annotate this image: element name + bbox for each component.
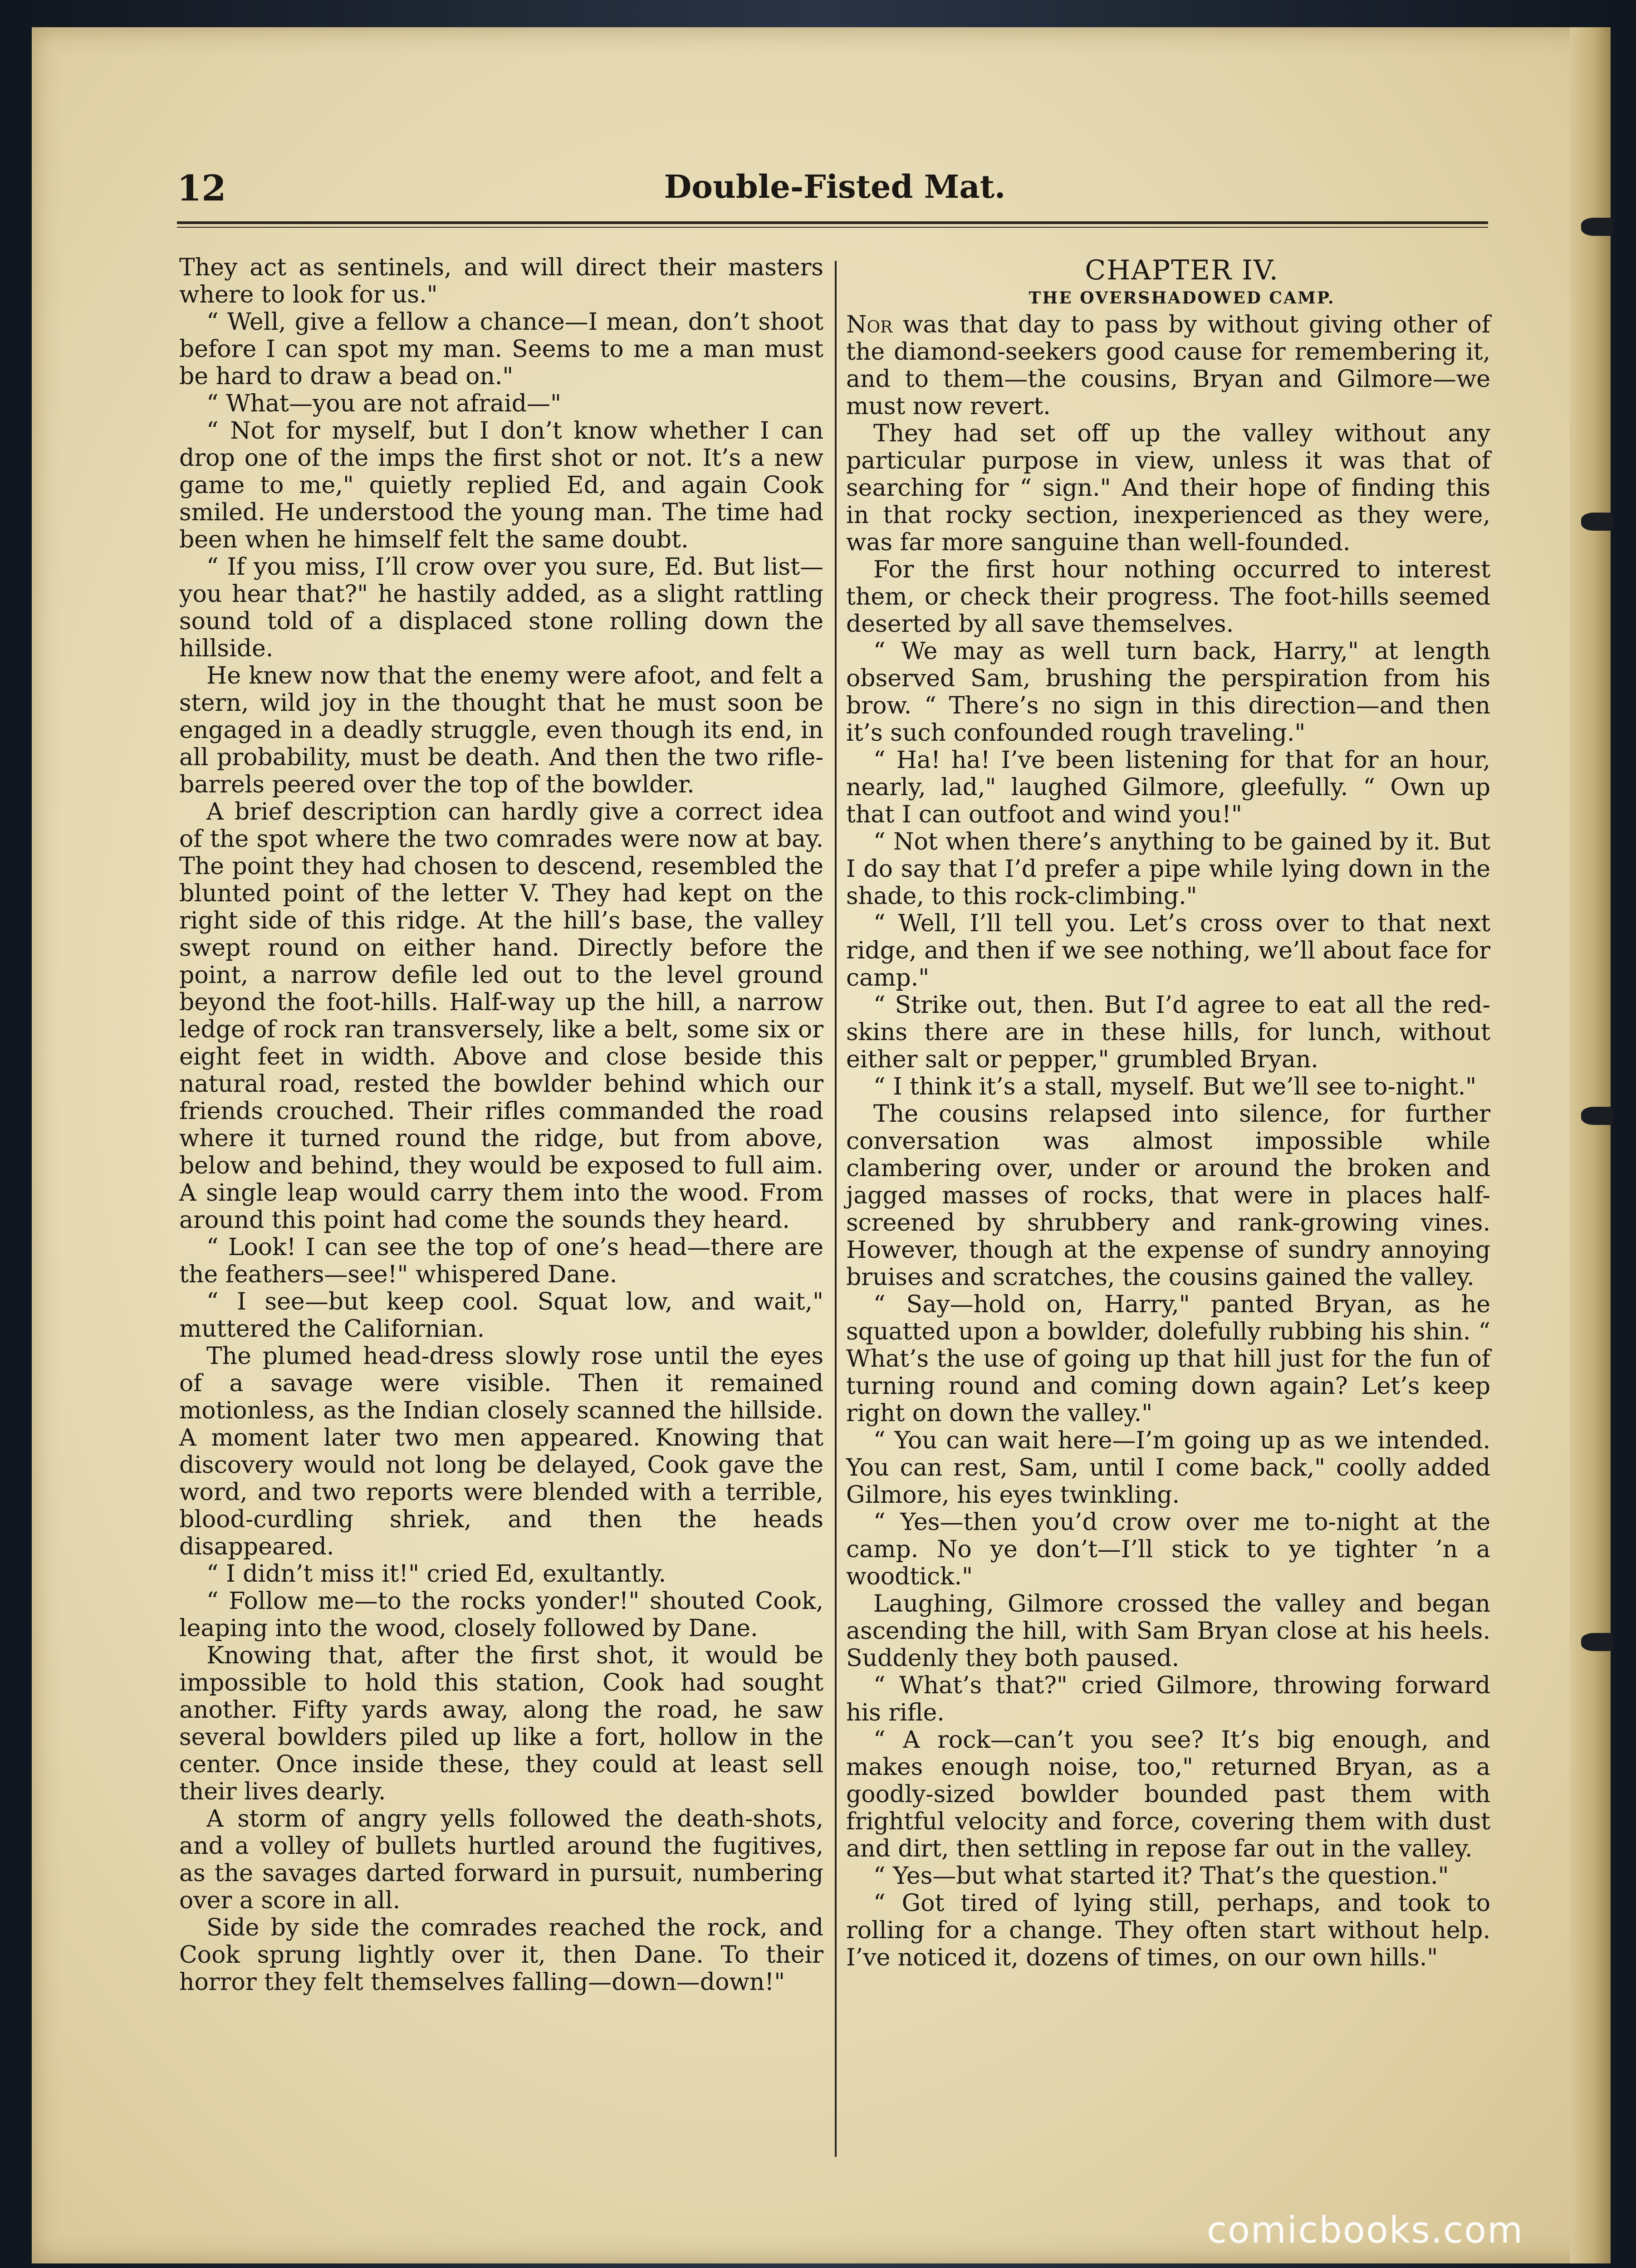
paragraph: “ I think it’s a stall, myself. But we’ll see to-night." bbox=[873, 1073, 1477, 1100]
right-column bbox=[846, 254, 1490, 1971]
paragraph: “ Yes—then you’d crow over me to-night at the camp. No ye don’t—I’ll stick to ye tighter ’n a woodtick." bbox=[846, 1509, 1490, 1590]
paragraph: Laughing, Gilmore crossed the valley and began ascending the hill, with Sam Bryan close at his heels. Suddenly they both paused. bbox=[846, 1590, 1490, 1672]
paragraph: “ Say—hold on, Harry," panted Bryan, as he squatted upon a bowlder, dolefully rubbing his shin. “ What’s the use of going up that hill just for the fun of turning round and coming down again? Let’s keep right on down the valley." bbox=[846, 1291, 1490, 1427]
running-head bbox=[177, 168, 1488, 218]
paragraph: Knowing that, after the first shot, it would be impossible to hold this station, Cook had sought another. Fifty yards away, along the road, he saw several bowlders piled up like a fort, hollow in the center. Once inside these, they could at least sell their lives dearly. bbox=[179, 1642, 823, 1805]
paragraph: “ What—you are not afraid—" bbox=[206, 390, 561, 417]
paragraph: “ Well, I’ll tell you. Let’s cross over to that next ridge, and then if we see nothing, we’ll about face for camp." bbox=[846, 910, 1490, 992]
paragraph: “ I see—but keep cool. Squat low, and wait," muttered the Californian. bbox=[179, 1288, 823, 1343]
binding-hole bbox=[1581, 1633, 1613, 1651]
column-divider bbox=[835, 261, 837, 2157]
paragraph: “ Follow me—to the rocks yonder!" shouted Cook, leaping into the wood, closely followed by Dane. bbox=[179, 1588, 823, 1642]
paragraph: “ Strike out, then. But I’d agree to eat all the red-skins there are in these hills, for lunch, without either salt or pepper," grumbled Bryan. bbox=[846, 992, 1490, 1073]
page-title: Double-Fisted Mat. bbox=[664, 168, 1006, 205]
paragraph: The cousins relapsed into silence, for further conversation was almost impossible while clambering over, under or around the broken and jagged masses of rocks, that were in places half-screened by shrubbery and rank-growing vines. However, though at the expense of sundry annoying bruises and scratches, the cousins gained the valley. bbox=[846, 1100, 1490, 1291]
header-rule-thin bbox=[177, 227, 1488, 228]
paragraph: “ Got tired of lying still, perhaps, and took to rolling for a change. They often start without help. I’ve noticed it, dozens of times, on our own hills." bbox=[846, 1890, 1490, 1971]
binding-hole bbox=[1581, 513, 1613, 531]
paragraph: “ Not when there’s anything to be gained by it. But I do say that I’d prefer a pipe while lying down in the shade, to this rock-climbing." bbox=[846, 828, 1490, 910]
paragraph: “ Well, give a fellow a chance—I mean, don’t shoot before I can spot my man. Seems to me a man must be hard to draw a bead on." bbox=[179, 308, 823, 390]
paragraph: “ What’s that?" cried Gilmore, throwing forward his rifle. bbox=[846, 1672, 1490, 1726]
paragraph: “ We may as well turn back, Harry," at length observed Sam, brushing the perspiration from his brow. “ There’s no sign in this direction—and then it’s such confounded rough traveling." bbox=[846, 638, 1490, 747]
chapter-subtitle: THE OVERSHADOWED CAMP. bbox=[1029, 288, 1335, 308]
paragraph: “ You can wait here—I’m going up as we intended. You can rest, Sam, until I come back," coolly added Gilmore, his eyes twinkling. bbox=[846, 1427, 1490, 1509]
paragraph: “ I didn’t miss it!" cried Ed, exultantly. bbox=[206, 1560, 666, 1588]
paragraph: “ Ha! ha! I’ve been listening for that for an hour, nearly, lad," laughed Gilmore, gleefully. “ Own up that I can outfoot and wind you!" bbox=[846, 747, 1490, 828]
paragraph: He knew now that the enemy were afoot, and felt a stern, wild joy in the thought that he must soon be engaged in a deadly struggle, even though its end, in all probability, must be death. And then the two rifle-barrels peered over the top of the bowlder. bbox=[179, 662, 823, 798]
paragraph: The plumed head-dress slowly rose until the eyes of a savage were visible. Then it remained motionless, as the Indian closely scanned the hillside. A moment later two men appeared. Knowing that discovery would not long be delayed, Cook gave the word, and two reports were blended with a terrible, blood-curdling shriek, and then the heads disappeared. bbox=[179, 1343, 823, 1560]
paragraph: “ Yes—but what started it? That’s the question." bbox=[873, 1862, 1449, 1890]
paragraph: For the first hour nothing occurred to interest them, or check their progress. The foot-hills seemed deserted by all save themselves. bbox=[846, 556, 1490, 638]
header-rule bbox=[177, 221, 1488, 224]
opening-word: Nor bbox=[846, 311, 893, 338]
paragraph: A brief description can hardly give a correct idea of the spot where the two comrades were now at bay. The point they had chosen to descend, resembled the blunted point of the letter V. They had kept on the right side of this ridge. At the hill’s base, the valley swept round on either hand. Directly before the point, a narrow defile led out to the level ground beyond the foot-hills. Half-way up the hill, a narrow ledge of rock ran transversely, like a belt, some six or eight feet in width. Above and close beside this natural road, rested the bowlder behind which our friends crouched. Their rifles commanded the road where it turned round the ridge, but from above, below and behind, they would be exposed to full aim. A single leap would carry them into the wood. From around this point had come the sounds they heard. bbox=[179, 798, 823, 1234]
paragraph: “ Not for myself, but I don’t know whether I can drop one of the imps the first shot or not. It’s a new game to me," quietly replied Ed, and again Cook smiled. He understood the young man. The time had been when he himself felt the same doubt. bbox=[179, 417, 823, 553]
watermark: comicbooks.com bbox=[1207, 2209, 1524, 2251]
paragraph: They had set off up the valley without any particular purpose in view, unless it was that of searching for “ sign." And their hope of finding this in that rocky section, inexperienced as they were, was far more sanguine than well-founded. bbox=[846, 420, 1490, 556]
paragraph: A storm of angry yells followed the death-shots, and a volley of bullets hurtled around the fugitives, as the savages darted forward in pursuit, numbering over a score in all. bbox=[179, 1805, 823, 1914]
left-column bbox=[179, 254, 823, 1996]
binding-hole bbox=[1581, 1107, 1613, 1125]
page-edge bbox=[1570, 27, 1611, 2263]
paragraph: “ Look! I can see the top of one’s head—there are the feathers—see!" whispered Dane. bbox=[179, 1234, 823, 1288]
paragraph: They act as sentinels, and will direct their masters where to look for us." bbox=[179, 254, 823, 308]
opening-text: was that day to pass by without giving other of the diamond-seekers good cause for remembering it, and to them—the cousins, Bryan and Gilmore—we must now revert. bbox=[846, 311, 1490, 420]
chapter-title: CHAPTER IV. bbox=[1085, 254, 1279, 286]
page-number: 12 bbox=[177, 168, 226, 209]
paragraph: “ A rock—can’t you see? It’s big enough, and makes enough noise, too," returned Bryan, as a goodly-sized bowlder bounded past them with frightful velocity and force, covering them with dust and dirt, then settling in repose far out in the valley. bbox=[846, 1726, 1490, 1862]
paragraph: “ If you miss, I’ll crow over you sure, Ed. But list—you hear that?" he hastily added, as a slight rattling sound told of a displaced stone rolling down the hillside. bbox=[179, 553, 823, 662]
chapter-opening-paragraph bbox=[846, 311, 1490, 420]
paragraph: Side by side the comrades reached the rock, and Cook sprung lightly over it, then Dane. To their horror they felt themselves falling—down—down!" bbox=[179, 1914, 823, 1996]
binding-hole bbox=[1581, 218, 1613, 236]
